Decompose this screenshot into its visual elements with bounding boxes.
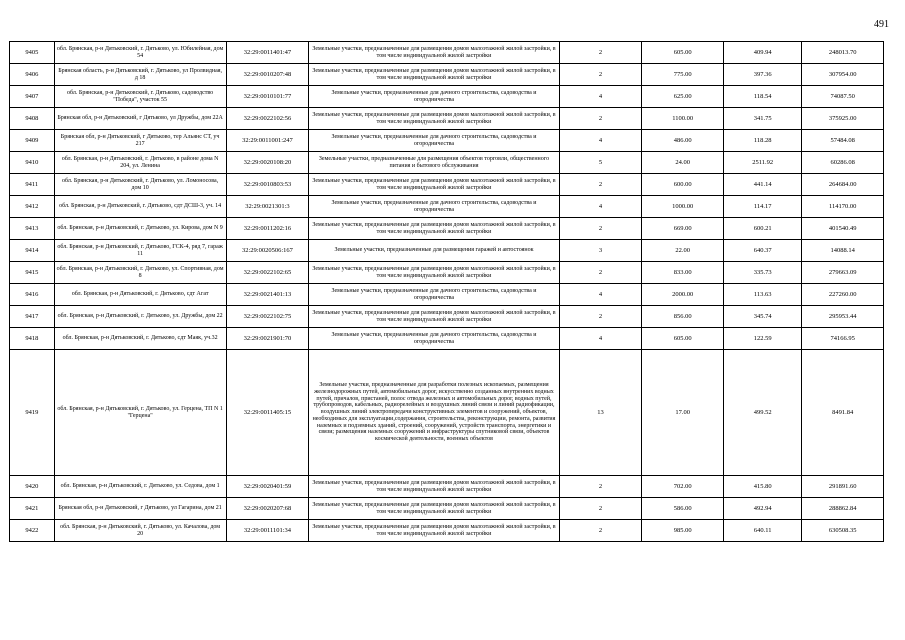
cadastral-value-cell: 375925.00	[802, 108, 884, 130]
table-row	[10, 108, 884, 130]
address-cell: обл. Брянская, р-н Дятьковский, г. Дятьково, ул. Ломоносова, дом 10	[54, 174, 226, 196]
address-cell: обл. Брянская, р-н Дятьковский, г. Дятьково, ул. Качалова, дом 20	[54, 520, 226, 542]
row-id-cell: 9406	[10, 64, 55, 86]
row-id-cell: 9415	[10, 262, 55, 284]
area-cell: 586.00	[642, 498, 724, 520]
use-group-cell: 2	[559, 64, 642, 86]
land-use-cell: Земельные участки, предназначенные для размещения домов малоэтажной жилой застройки, в том числе индивидуальной жилой застройки	[309, 108, 559, 130]
land-use-cell: Земельные участки, предназначенные для размещения домов малоэтажной жилой застройки, в том числе индивидуальной жилой застройки	[309, 42, 559, 64]
row-id-cell: 9405	[10, 42, 55, 64]
row-id-cell: 9411	[10, 174, 55, 196]
area-cell: 600.00	[642, 174, 724, 196]
row-id-cell: 9417	[10, 306, 55, 328]
cadastral-number-cell: 32:29:0021401:13	[226, 284, 309, 306]
cadastral-number-cell: 32:29:0020506:167	[226, 240, 309, 262]
specific-value-cell: 492.94	[723, 498, 801, 520]
area-cell: 605.00	[642, 42, 724, 64]
area-cell: 856.00	[642, 306, 724, 328]
table-row	[10, 262, 884, 284]
cadastral-number-cell: 32:29:0011202:16	[226, 218, 309, 240]
address-cell: Брянская обл, р-н Дятьковский, г Дятьково, ул Дружбы, дом 22А	[54, 108, 226, 130]
area-cell: 1000.00	[642, 196, 724, 218]
cadastral-value-cell: 401540.49	[802, 218, 884, 240]
area-cell: 669.00	[642, 218, 724, 240]
specific-value-cell: 397.36	[723, 64, 801, 86]
cadastral-value-cell: 74166.95	[802, 328, 884, 350]
row-id-cell: 9413	[10, 218, 55, 240]
page-number: 491	[874, 19, 889, 30]
cadastral-number-cell: 32:29:0021301:3	[226, 196, 309, 218]
table-row	[10, 86, 884, 108]
cadastral-number-cell: 32:29:0020401:59	[226, 476, 309, 498]
cadastral-value-cell: 74087.50	[802, 86, 884, 108]
table-row	[10, 520, 884, 542]
cadastral-number-cell: 32:29:0011405:15	[226, 350, 309, 476]
cadastral-number-cell: 32:29:0010101:77	[226, 86, 309, 108]
specific-value-cell: 114.17	[723, 196, 801, 218]
row-id-cell: 9410	[10, 152, 55, 174]
area-cell: 702.00	[642, 476, 724, 498]
table-row	[10, 476, 884, 498]
use-group-cell: 13	[559, 350, 642, 476]
use-group-cell: 2	[559, 174, 642, 196]
row-id-cell: 9416	[10, 284, 55, 306]
row-id-cell: 9414	[10, 240, 55, 262]
cadastral-value-cell: 307954.00	[802, 64, 884, 86]
land-use-cell: Земельные участки, предназначенные для размещения домов малоэтажной жилой застройки, в том числе индивидуальной жилой застройки	[309, 476, 559, 498]
cadastral-value-cell: 279663.09	[802, 262, 884, 284]
specific-value-cell: 118.28	[723, 130, 801, 152]
cadastral-number-cell: 32:29:0022102:56	[226, 108, 309, 130]
address-cell: обл. Брянская, р-н Дятьковский, г. Дятьково, ул. Спортивная, дом 8	[54, 262, 226, 284]
use-group-cell: 2	[559, 498, 642, 520]
use-group-cell: 5	[559, 152, 642, 174]
land-use-cell: Земельные участки, предназначенные для размещения домов малоэтажной жилой застройки, в том числе индивидуальной жилой застройки	[309, 64, 559, 86]
specific-value-cell: 415.80	[723, 476, 801, 498]
cadastral-number-cell: 32:29:0011101:34	[226, 520, 309, 542]
land-use-cell: Земельные участки, предназначенные для дачного строительства, садоводства и огородничества	[309, 284, 559, 306]
address-cell: обл. Брянская, р-н Дятьковский, г. Дятьково, сдт Агат	[54, 284, 226, 306]
address-cell: обл. Брянская, р-н Дятьковский, г. Дятьково, садоводство "Победа", участок 55	[54, 86, 226, 108]
row-id-cell: 9408	[10, 108, 55, 130]
area-cell: 605.00	[642, 328, 724, 350]
address-cell: обл. Брянская, р-н Дятьковский, г. Дятьково, ул. Юбилейная, дом 54	[54, 42, 226, 64]
cadastral-value-cell: 248013.70	[802, 42, 884, 64]
row-id-cell: 9420	[10, 476, 55, 498]
cadastral-value-cell: 14088.14	[802, 240, 884, 262]
specific-value-cell: 409.94	[723, 42, 801, 64]
address-cell: обл. Брянская, р-н Дятьковский, г. Дятьково, ул. Седова, дом 1	[54, 476, 226, 498]
address-cell: Брянская обл, р-н Дятьковский, г Дятьково, ул Гагарина, дом 21	[54, 498, 226, 520]
cadastral-value-cell: 114170.00	[802, 196, 884, 218]
address-cell: Брянская область, р-н Дятьковский, г. Дятьково, ул Пролвидная, д 18	[54, 64, 226, 86]
land-use-cell: Земельные участки, предназначенные для дачного строительства, садоводства и огородничества	[309, 328, 559, 350]
row-id-cell: 9412	[10, 196, 55, 218]
cadastral-value-cell: 264684.00	[802, 174, 884, 196]
cadastral-number-cell: 32:29:0011401:47	[226, 42, 309, 64]
use-group-cell: 4	[559, 86, 642, 108]
area-cell: 1100.00	[642, 108, 724, 130]
table-row	[10, 498, 884, 520]
land-use-cell: Земельные участки, предназначенные для дачного строительства, садоводства и огородничества	[309, 196, 559, 218]
use-group-cell: 2	[559, 262, 642, 284]
table-row	[10, 350, 884, 476]
use-group-cell: 2	[559, 218, 642, 240]
cadastral-value-cell: 227260.00	[802, 284, 884, 306]
row-id-cell: 9422	[10, 520, 55, 542]
use-group-cell: 4	[559, 130, 642, 152]
specific-value-cell: 118.54	[723, 86, 801, 108]
area-cell: 833.00	[642, 262, 724, 284]
specific-value-cell: 341.75	[723, 108, 801, 130]
cadastral-number-cell: 32:29:0020108:20	[226, 152, 309, 174]
cadastral-number-cell: 32:29:0011001:247	[226, 130, 309, 152]
land-use-cell: Земельные участки, предназначенные для размещения объектов торговли, общественного питания и бытового обслуживания	[309, 152, 559, 174]
table-body	[10, 42, 884, 542]
area-cell: 775.00	[642, 64, 724, 86]
land-use-cell: Земельные участки, предназначенные для размещения гаражей и автостоянок	[309, 240, 559, 262]
land-use-cell: Земельные участки, предназначенные для размещения домов малоэтажной жилой застройки, в том числе индивидуальной жилой застройки	[309, 306, 559, 328]
specific-value-cell: 499.52	[723, 350, 801, 476]
land-use-cell: Земельные участки, предназначенные для дачного строительства, садоводства и огородничества	[309, 86, 559, 108]
land-use-cell: Земельные участки, предназначенные для размещения домов малоэтажной жилой застройки, в том числе индивидуальной жилой застройки	[309, 520, 559, 542]
table-row	[10, 196, 884, 218]
table-row	[10, 328, 884, 350]
use-group-cell: 4	[559, 284, 642, 306]
use-group-cell: 4	[559, 196, 642, 218]
specific-value-cell: 640.11	[723, 520, 801, 542]
table-row	[10, 284, 884, 306]
use-group-cell: 2	[559, 42, 642, 64]
area-cell: 17.00	[642, 350, 724, 476]
specific-value-cell: 335.73	[723, 262, 801, 284]
table-row	[10, 306, 884, 328]
table-row	[10, 130, 884, 152]
area-cell: 985.00	[642, 520, 724, 542]
specific-value-cell: 113.63	[723, 284, 801, 306]
land-use-cell: Земельные участки, предназначенные для размещения домов малоэтажной жилой застройки, в том числе индивидуальной жилой застройки	[309, 498, 559, 520]
table-row	[10, 174, 884, 196]
cadastral-number-cell: 32:29:0022102:75	[226, 306, 309, 328]
cadastral-value-cell: 291891.60	[802, 476, 884, 498]
land-use-cell: Земельные участки, предназначенные для размещения домов малоэтажной жилой застройки, в том числе индивидуальной жилой застройки	[309, 218, 559, 240]
specific-value-cell: 640.37	[723, 240, 801, 262]
specific-value-cell: 441.14	[723, 174, 801, 196]
use-group-cell: 2	[559, 108, 642, 130]
specific-value-cell: 2511.92	[723, 152, 801, 174]
cadastral-number-cell: 32:29:0010207:48	[226, 64, 309, 86]
area-cell: 24.00	[642, 152, 724, 174]
area-cell: 486.00	[642, 130, 724, 152]
address-cell: обл. Брянская, р-н Дятьковский, г. Дятьково, в районе дома N 204, ул. Ленина	[54, 152, 226, 174]
land-registry-table	[9, 41, 884, 542]
specific-value-cell: 122.59	[723, 328, 801, 350]
table-row	[10, 218, 884, 240]
use-group-cell: 2	[559, 306, 642, 328]
address-cell: обл. Брянская, р-н Дятьковский, г. Дятьково, ГСК-4, ряд 7, гараж 11	[54, 240, 226, 262]
use-group-cell: 2	[559, 476, 642, 498]
address-cell: Брянская обл, р-н Дятьковский, г Дятьково, тер Альянс СТ, уч 217	[54, 130, 226, 152]
land-use-cell: Земельные участки, предназначенные для разработки полезных ископаемых, размещения железнодорожных путей, автомобильных дорог, искусственно созданных внутренних водных путей, причалов, пристаней, полос отвода железных и автомобильных дорог, водных путей, трубопроводов, кабельных, радиорелейных и воздушных линий связи и линий радиофикации, воздушных линий электропередачи конструктивных элементов и сооружений, объектов, необходимых для эксплуатации,содержания, строительства, реконструкции, ремонта, развития наземных и подземных зданий, строений, сооружений, устройств транспорта, энергетики и связи; размещения наземных сооружений и инфраструктуры спутниковой связи, объектов космической деятельности, военных объектов	[309, 350, 559, 476]
row-id-cell: 9421	[10, 498, 55, 520]
land-use-cell: Земельные участки, предназначенные для дачного строительства, садоводства и огородничества	[309, 130, 559, 152]
area-cell: 625.00	[642, 86, 724, 108]
cadastral-value-cell: 630508.35	[802, 520, 884, 542]
row-id-cell: 9407	[10, 86, 55, 108]
address-cell: обл. Брянская, р-н Дятьковский, г. Дятьково, ул. Кирова, дом N 9	[54, 218, 226, 240]
cadastral-number-cell: 32:29:0010803:53	[226, 174, 309, 196]
area-cell: 22.00	[642, 240, 724, 262]
table-row	[10, 42, 884, 64]
use-group-cell: 4	[559, 328, 642, 350]
address-cell: обл. Брянская, р-н Дятьковский, г. Дятьково, сдт Маяк, уч.32	[54, 328, 226, 350]
use-group-cell: 3	[559, 240, 642, 262]
row-id-cell: 9409	[10, 130, 55, 152]
cadastral-value-cell: 60286.08	[802, 152, 884, 174]
land-use-cell: Земельные участки, предназначенные для размещения домов малоэтажной жилой застройки, в том числе индивидуальной жилой застройки	[309, 174, 559, 196]
cadastral-value-cell: 57484.08	[802, 130, 884, 152]
cadastral-value-cell: 8491.84	[802, 350, 884, 476]
land-use-cell: Земельные участки, предназначенные для размещения домов малоэтажной жилой застройки, в том числе индивидуальной жилой застройки	[309, 262, 559, 284]
cadastral-number-cell: 32:29:0021901:70	[226, 328, 309, 350]
use-group-cell: 2	[559, 520, 642, 542]
address-cell: обл. Брянская, р-н Дятьковский, г. Дятьково, сдт ДСШ-3, уч. 14	[54, 196, 226, 218]
cadastral-value-cell: 295953.44	[802, 306, 884, 328]
specific-value-cell: 600.21	[723, 218, 801, 240]
area-cell: 2000.00	[642, 284, 724, 306]
address-cell: обл. Брянская, р-н Дятьковский, г. Дятьково, ул. Герцена, ТП N 1 "Герцена"	[54, 350, 226, 476]
address-cell: обл. Брянская, р-н Дятьковский, г. Дятьково, ул. Дружбы, дом 22	[54, 306, 226, 328]
cadastral-number-cell: 32:29:0020207:68	[226, 498, 309, 520]
specific-value-cell: 345.74	[723, 306, 801, 328]
row-id-cell: 9418	[10, 328, 55, 350]
table-row	[10, 240, 884, 262]
row-id-cell: 9419	[10, 350, 55, 476]
cadastral-number-cell: 32:29:0022102:65	[226, 262, 309, 284]
table-row	[10, 64, 884, 86]
cadastral-value-cell: 288862.84	[802, 498, 884, 520]
table-row	[10, 152, 884, 174]
